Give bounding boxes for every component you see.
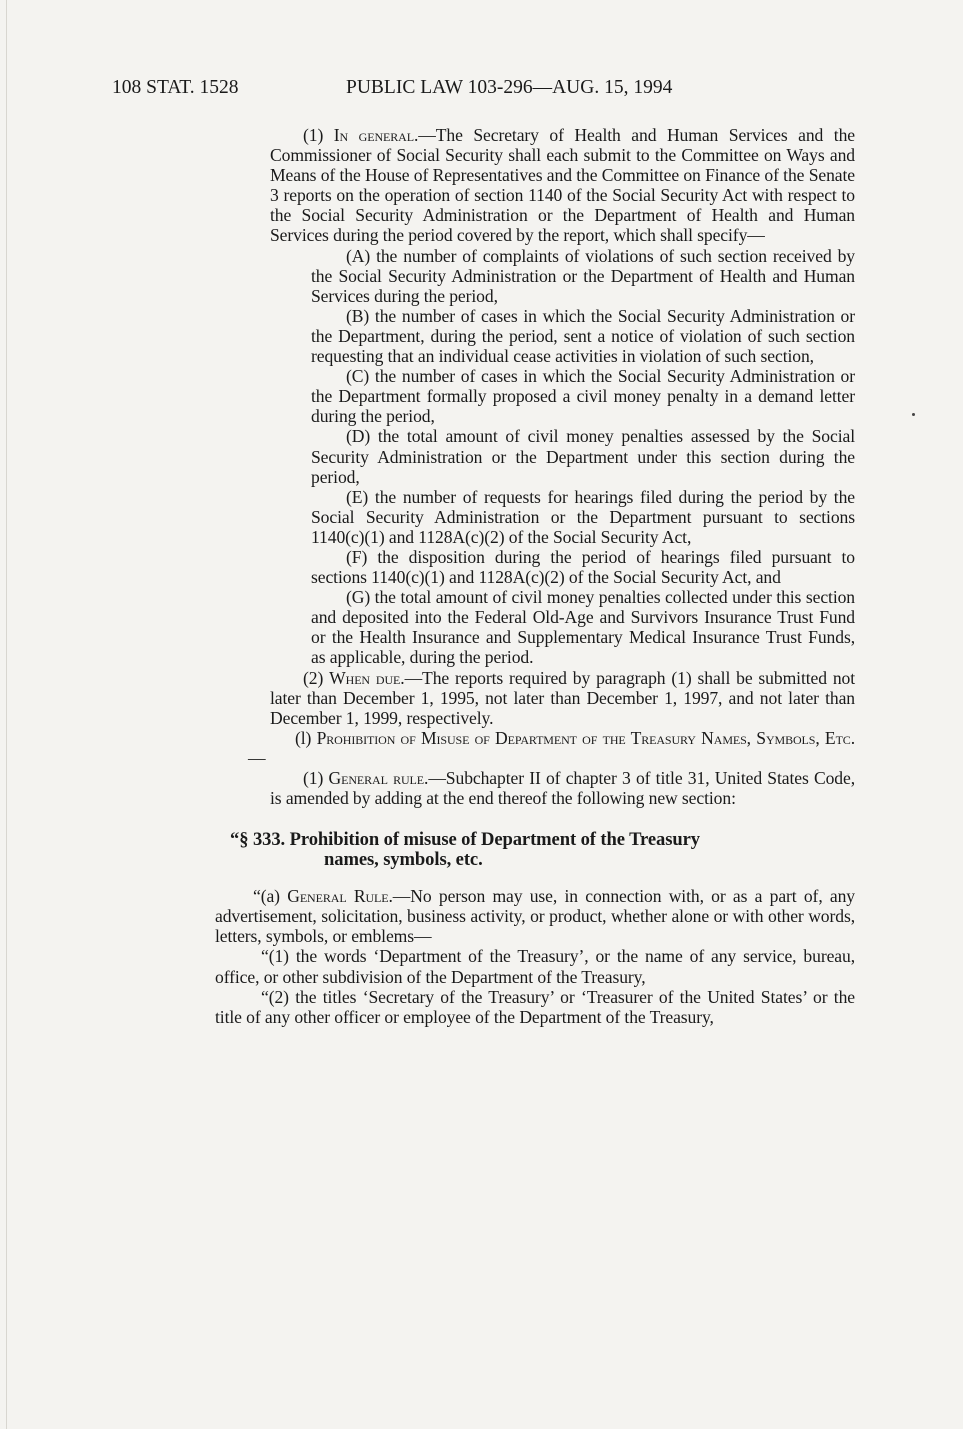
- paragraph-1-general-rule: (1) General rule.—Subchapter II of chapter 3 of title 31, United States Code, is amended by adding at the end thereof the following new section:: [270, 768, 856, 809]
- paragraph-heading: In general.: [333, 125, 419, 145]
- list-item-e: (E) the number of requests for hearings filed during the period by the Social Security Administration or the Department pursuant to sections 1140(c)(1) and 1128A(c)(2) of the Social Security Act,: [311, 486, 855, 547]
- law-title: PUBLIC LAW 103-296—AUG. 15, 1994: [346, 77, 673, 98]
- subsection-a-general-rule: “(a) General Rule.—No person may use, in connection with, or as a part of, any advertisement, solicitation, business activity, or product, whether alone or with other words, letters, symbols, or emblems—: [215, 886, 856, 947]
- list-item-d: (D) the total amount of civil money penalties assessed by the Social Security Administration or the Department under this section during the period,: [311, 426, 855, 487]
- quoted-item-1: “(1) the words ‘Department of the Treasury’, or the name of any service, bureau, office, or other subdivision of the Department of the Treasury,: [215, 946, 855, 987]
- new-section-heading-line1: “§ 333. Prohibition of misuse of Department of the Treasury: [230, 829, 700, 851]
- quoted-new-section: [215, 886, 855, 1027]
- page-edge: [6, 0, 7, 1429]
- paragraph-heading: General rule.: [328, 768, 429, 788]
- list-item-a: (A) the number of complaints of violations of such section received by the Social Security Administration or the Department of Health and Human Services during the period,: [311, 245, 855, 306]
- paragraph-heading: General Rule.: [287, 886, 393, 907]
- list-item-b: (B) the number of cases in which the Social Security Administration or the Department, during the period, sent a notice of violation of such section requesting that an individual cease activities in violation of such section,: [311, 305, 855, 367]
- new-section-heading: [230, 830, 855, 870]
- new-section-heading-line2: names, symbols, etc.: [324, 849, 483, 871]
- scan-speck: [912, 413, 915, 416]
- list-item-g: (G) the total amount of civil money penalties collected under this section and deposited into the Federal Old-Age and Survivors Insurance Trust Fund or the Health Insurance and Supplementary Medical Insurance Trust Funds, as applicable, during the period.: [311, 587, 855, 668]
- paragraph-2-when-due: (2) When due.—The reports required by paragraph (1) shall be submitted not later than December 1, 1995, not later than December 1, 1997, and not later than December 1, 1999, respectively.: [270, 667, 856, 728]
- document-body: [215, 125, 856, 1027]
- statute-citation: 108 STAT. 1528: [112, 77, 239, 98]
- list-item-f: (F) the disposition during the period of hearings filed pursuant to sections 1140(c)(1) and 1128A(c)(2) of the Social Security Act, and: [311, 546, 855, 588]
- paragraph-heading: When due.: [329, 667, 405, 688]
- subsection-l-heading: (l) Prohibition of Misuse of Department of the Treasury Names, Symbols, Etc.—: [248, 727, 856, 768]
- quoted-item-2: “(2) the titles ‘Secretary of the Treasury’ or ‘Treasurer of the United States’ or the title of any other officer or employee of the Department of the Treasury,: [215, 986, 855, 1027]
- paragraph-1-in-general: (1) In general.—The Secretary of Health and Human Services and the Commissioner of Social Security shall each submit to the Committee on Ways and Means of the House of Representatives and the Committee on Finance of the Senate 3 reports on the operation of section 1140 of the Social Security Act with respect to the Social Security Administration or the Department of Health and Human Services during the period covered by the report, which shall specify—: [270, 125, 855, 246]
- list-item-c: (C) the number of cases in which the Social Security Administration or the Department formally proposed a civil money penalty in a demand letter during the period,: [311, 366, 855, 427]
